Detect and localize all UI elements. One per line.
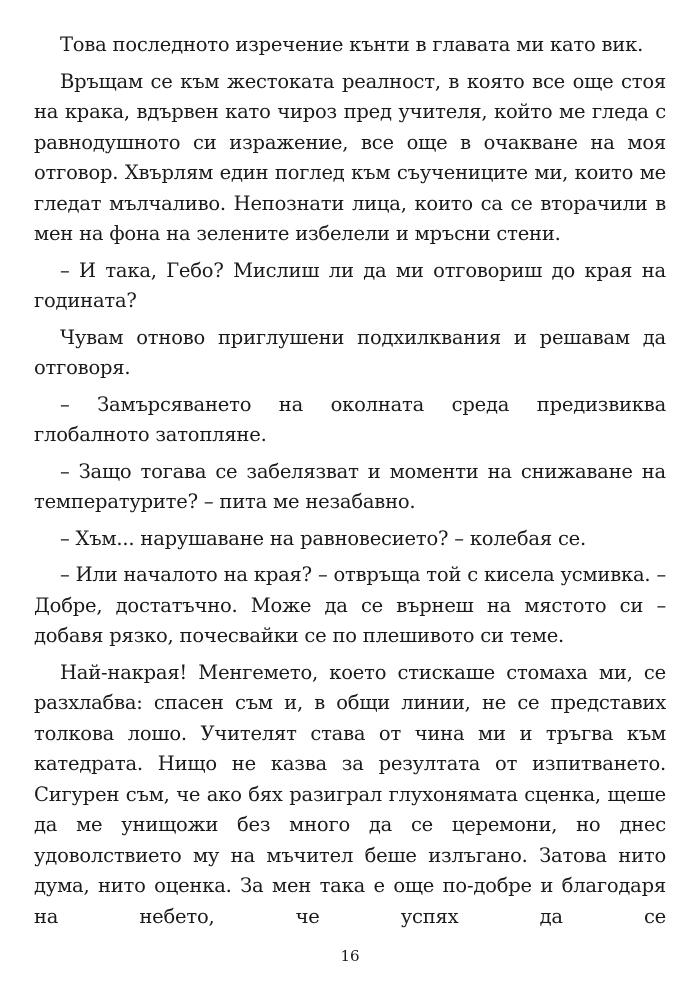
paragraph: Чувам отново приглушени подхилквания и решавам да отговоря. xyxy=(34,325,666,379)
paragraph-continued: Най-накрая! Менгемето, което стискаше стомаха ми, се разхлабва: спасен съм и, в общи линии, не се представих толкова лошо. Учителят става от чина ми и тръгва към катедрата. Нищо не казва за резултата от изпитването. Сигурен съм, че ако бях разиграл глухонямата сценка, щеше да ме унищожи без много да се церемони, но днес удоволствието му на мъчител беше излъгано. Затова нито дума, нито оценка. За мен така е още по-добре и благодаря на небето, че успях да се xyxy=(34,660,666,928)
paragraph: – Или началото на края? – отвръща той с кисела усмивка. – Добре, достатъчно. Може да се върнеш на мястото си – добавя рязко, почесвайки се по плешивото си теме. xyxy=(34,563,666,647)
paragraph: – Защо тогава се забелязват и моменти на снижаване на температурите? – пита ме незабавно. xyxy=(34,459,666,513)
paragraph: – Хъм... нарушаване на равновесието? – колебая се. xyxy=(60,526,587,550)
page-body xyxy=(34,30,666,938)
paragraph: Връщам се към жестоката реалност, в която все още стоя на крака, вдървен като чироз пред учителя, който ме гледа с равнодушното си изражение, все още в очакване на моя отговор. Хвърлям един поглед към съучениците ми, които ме гледат мълчаливо. Непознати лица, които са се вторачили в мен на фона на зелените избелели и мръсни стени. xyxy=(34,69,666,245)
page-number: 16 xyxy=(340,947,360,965)
paragraph: – И така, Гебо? Мислиш ли да ми отговориш до края на годината? xyxy=(34,258,666,312)
paragraph: Това последното изречение кънти в главата ми като вик. xyxy=(60,33,644,56)
paragraph: – Замърсяването на околната среда предизвиква глобалното затопляне. xyxy=(34,392,666,446)
